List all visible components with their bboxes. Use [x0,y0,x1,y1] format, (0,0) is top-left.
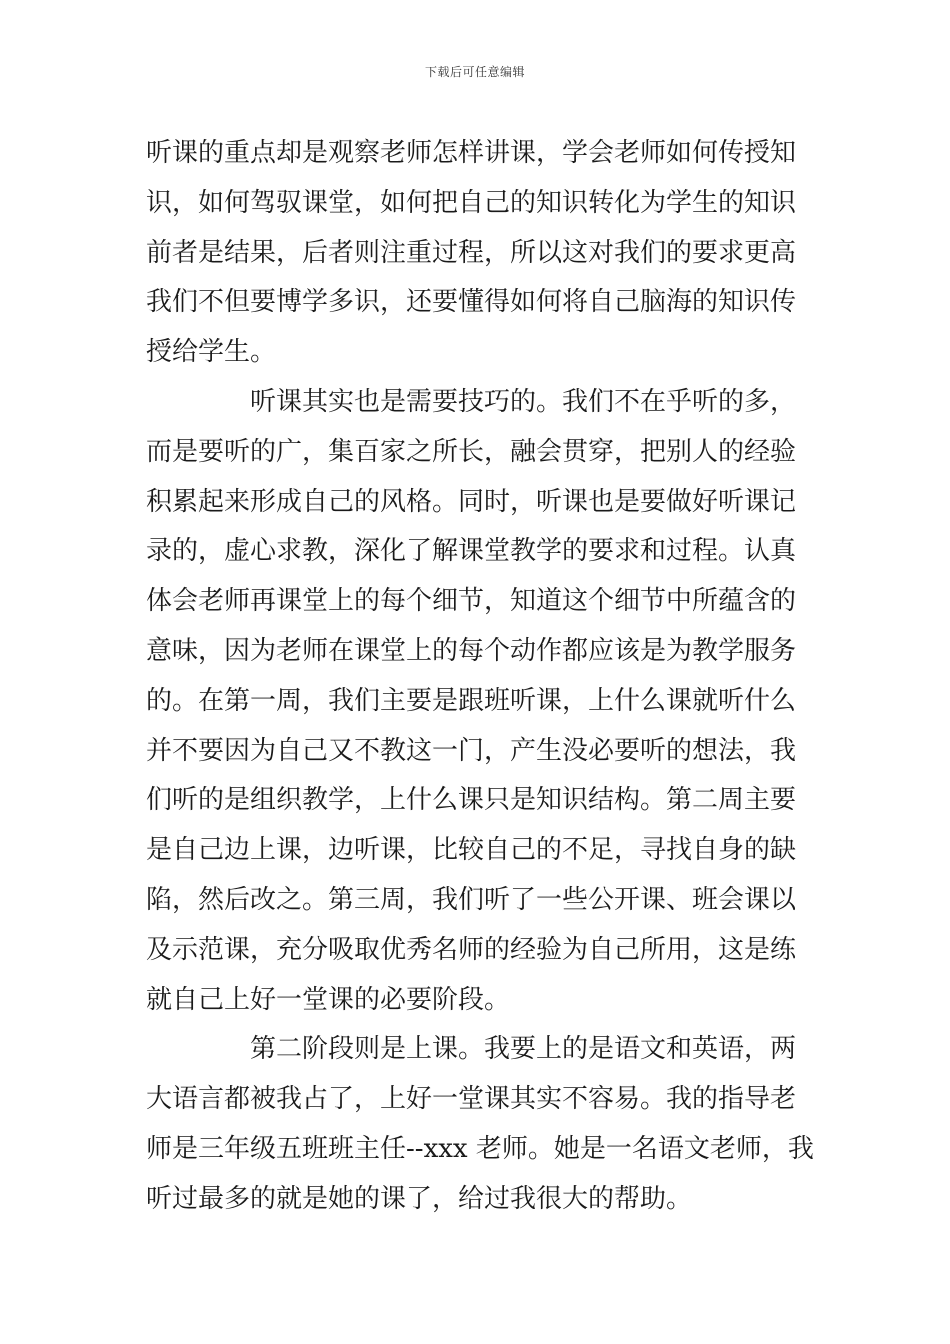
text-line: 并不要因为自己又不教这一门，产生没必要听的想法，我 [146,735,797,766]
text-line: 就自己上好一堂课的必要阶段。 [146,984,511,1015]
text-line: 而是要听的广，集百家之所长，融会贯穿，把别人的经验 [146,436,797,467]
text-line: 大语言都被我占了，上好一堂课其实不容易。我的指导老 [146,1084,797,1115]
text-line: 授给学生。 [146,337,277,368]
text-line: 积累起来形成自己的风格。同时，听课也是要做好听课记 [146,486,797,517]
text-line: 们听的是组织教学，上什么课只是知识结构。第二周主要 [146,785,797,816]
text-line: 是自己边上课，边听课，比较自己的不足，寻找自身的缺 [146,835,797,866]
paragraph-start-line: 第二阶段则是上课。我要上的是语文和英语，两 [250,1034,797,1065]
text-line: 体会老师再课堂上的每个细节，知道这个细节中所蕴含的 [146,586,797,617]
text-line: 听过最多的就是她的课了，给过我很大的帮助。 [146,1183,693,1214]
text-line: 陷，然后改之。第三周，我们听了一些公开课、班会课以 [146,884,797,915]
text-line: 我们不但要博学多识，还要懂得如何将自己脑海的知识传 [146,287,797,318]
paragraph-start-line: 听课其实也是需要技巧的。我们不在乎听的多， [250,386,797,417]
text-line: 前者是结果，后者则注重过程，所以这对我们的要求更高 [146,237,797,268]
text-line: 的。在第一周，我们主要是跟班听课，上什么课就听什么 [146,685,797,716]
text-line: 听课的重点却是观察老师怎样讲课，学会老师如何传授知 [146,138,797,168]
text-line: 意味，因为老师在课堂上的每个动作都应该是为教学服务 [146,635,797,666]
text-line: 识，如何驾驭课堂，如何把自己的知识转化为学生的知识 [146,187,797,218]
document-body [146,129,814,1225]
page-header-note: 下载后可任意编辑 [424,65,525,79]
text-line: 录的，虚心求教，深化了解课堂教学的要求和过程。认真 [146,536,797,567]
text-line: 师是三年级五班班主任--xxx 老师。她是一名语文老师，我 [146,1133,814,1164]
text-line: 及示范课，充分吸取优秀名师的经验为自己所用，这是练 [146,934,797,965]
